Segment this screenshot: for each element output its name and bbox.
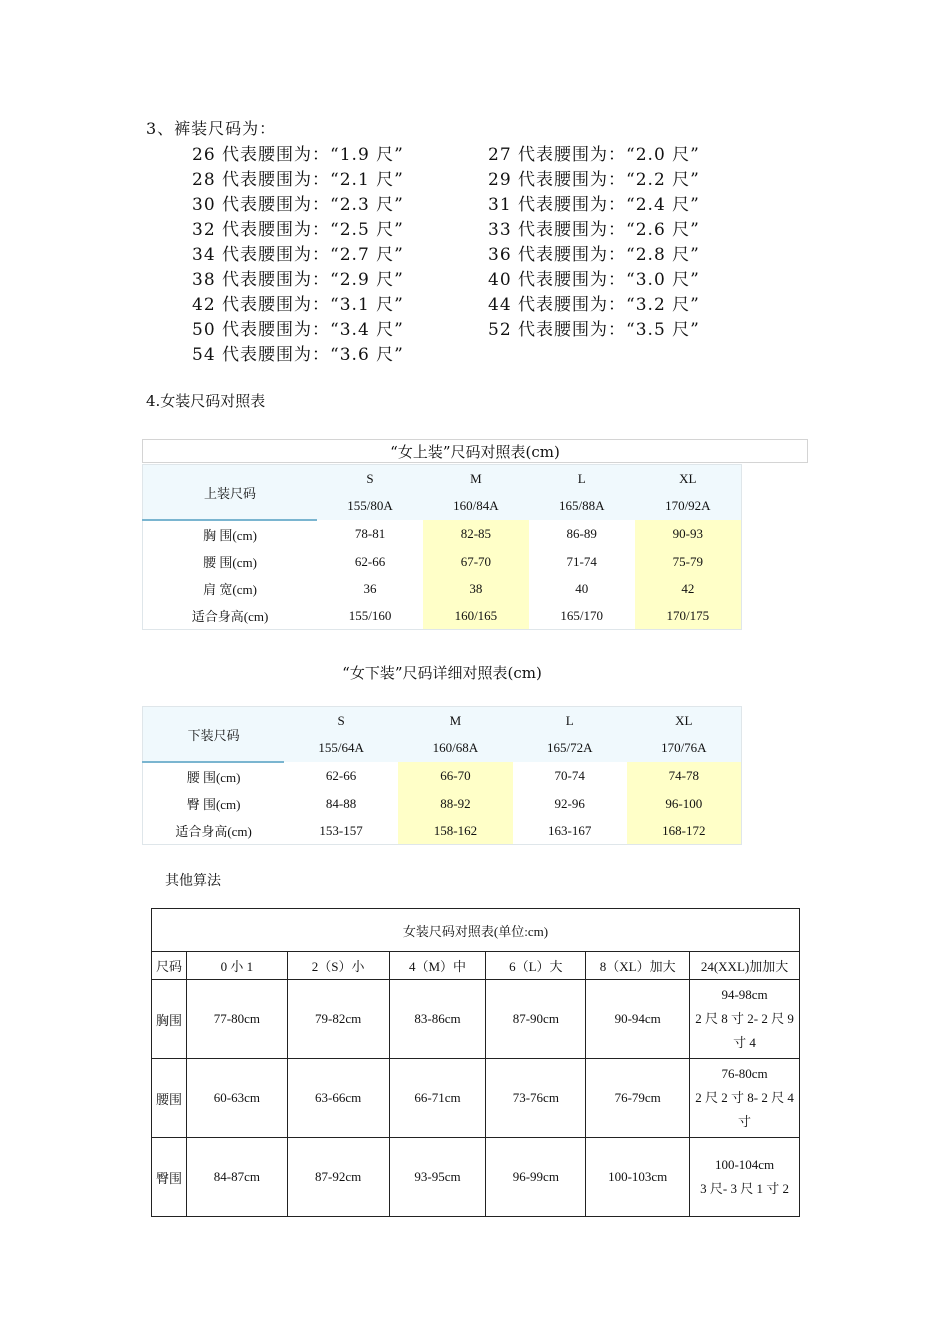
section4-heading: 4.女装尺码对照表: [146, 392, 266, 410]
cell-line: 寸: [738, 1114, 752, 1129]
size-label: M: [423, 465, 529, 493]
table-cell: 96-99cm: [486, 1138, 586, 1217]
table-cell: 70-74: [554, 768, 585, 783]
size-code: 170/76A: [627, 735, 742, 763]
bottom-size-table: [142, 706, 742, 845]
waist-entry: 40 代表腰围为：“3.0 尺”: [488, 270, 700, 290]
row-label: 臀围: [152, 1138, 187, 1217]
table-cell: 75-79: [635, 548, 742, 575]
size-label: M: [398, 707, 513, 735]
size-label: S: [284, 707, 398, 735]
table-row: [152, 1138, 800, 1217]
size-label: XL: [627, 707, 742, 735]
table-cell: 60-63cm: [186, 1059, 287, 1138]
table-cell: 71-74: [566, 553, 597, 569]
column-header: 8（XL）加大: [586, 952, 690, 980]
size-code: 160/84A: [423, 493, 529, 521]
table-cell: 40: [575, 580, 589, 596]
table-cell: 76-79cm: [586, 1059, 690, 1138]
waist-entry: 42 代表腰围为：“3.1 尺”: [192, 295, 404, 315]
table-cell: 158-162: [398, 817, 513, 845]
waist-entry: 38 代表腰围为：“2.9 尺”: [192, 270, 404, 290]
table-cell: 90-93: [635, 520, 742, 548]
table-cell: 87-90cm: [486, 980, 586, 1059]
size-code: 155/64A: [284, 735, 398, 763]
row-label: 适合身高(cm): [175, 824, 252, 839]
size-code: 155/80A: [317, 493, 423, 521]
waist-entry: 32 代表腰围为：“2.5 尺”: [192, 220, 404, 240]
waist-entry: 33 代表腰围为：“2.6 尺”: [488, 220, 700, 240]
table-cell-multiline: [690, 1138, 800, 1217]
waist-entry: 28 代表腰围为：“2.1 尺”: [192, 170, 404, 190]
top-size-table: [142, 464, 742, 630]
table-row: [143, 575, 742, 602]
waist-entry: 26 代表腰围为：“1.9 尺”: [192, 145, 404, 165]
column-header: 0 小 1: [186, 952, 287, 980]
table-cell: 67-70: [423, 548, 529, 575]
column-header: 24(XXL)加加大: [690, 952, 800, 980]
size-label: S: [317, 465, 423, 493]
waist-entry: 50 代表腰围为：“3.4 尺”: [192, 320, 404, 340]
table-cell: 92-96: [554, 795, 585, 811]
row-label: 肩 宽(cm): [203, 582, 257, 597]
waist-entry: 54 代表腰围为：“3.6 尺”: [192, 345, 404, 365]
size-code: 160/68A: [398, 735, 513, 763]
table-cell: 168-172: [627, 817, 742, 845]
table-cell: 77-80cm: [186, 980, 287, 1059]
table-row: [152, 1059, 800, 1138]
table-cell-multiline: [690, 980, 800, 1059]
section3-heading: 3、裤装尺码为：: [146, 119, 277, 138]
alt-size-table: [151, 908, 800, 1217]
row-label: 胸围: [152, 980, 187, 1059]
cell-line: 2 尺 2 寸 8- 2 尺 4: [695, 1090, 794, 1105]
row-label: 腰围: [152, 1059, 187, 1138]
table-cell: 84-88: [325, 795, 357, 811]
waist-entry: 36 代表腰围为：“2.8 尺”: [488, 245, 700, 265]
size-code: 165/88A: [529, 493, 635, 521]
table-cell: 93-95cm: [389, 1138, 486, 1217]
cell-line: 100-104cm: [714, 1157, 775, 1172]
table-row: [143, 762, 742, 790]
waist-entry: 52 代表腰围为：“3.5 尺”: [488, 320, 700, 340]
waist-entry: 30 代表腰围为：“2.3 尺”: [192, 195, 404, 215]
row-label: 适合身高(cm): [191, 609, 269, 624]
table-row: [152, 980, 800, 1059]
column-header: 4（M）中: [389, 952, 486, 980]
bottom-table-caption: “女下装”尺码详细对照表(cm): [342, 664, 542, 682]
waist-entry: 31 代表腰围为：“2.4 尺”: [488, 195, 700, 215]
table-cell: 82-85: [423, 520, 529, 548]
table-cell: 86-89: [566, 526, 597, 541]
table-cell: 165/170: [560, 607, 604, 623]
row-label: 腰 围(cm): [203, 555, 257, 570]
table-row: [143, 548, 742, 575]
size-label: L: [529, 465, 635, 493]
table-row: [143, 602, 742, 630]
table-cell: 62-66: [354, 553, 386, 569]
table-cell: 170/175: [635, 602, 742, 630]
table-cell: 73-76cm: [486, 1059, 586, 1138]
table-cell: 63-66cm: [287, 1059, 389, 1138]
column-header: 2（S）小: [287, 952, 389, 980]
waist-entry: 29 代表腰围为：“2.2 尺”: [488, 170, 700, 190]
table-cell: 100-103cm: [586, 1138, 690, 1217]
table-cell-multiline: [690, 1059, 800, 1138]
column-header: 尺码: [152, 952, 187, 980]
waist-entry: 44 代表腰围为：“3.2 尺”: [488, 295, 700, 315]
top-table-caption: “女上装”尺码对照表(cm): [142, 439, 808, 463]
table-row: [143, 817, 742, 845]
table-cell: 38: [423, 575, 529, 602]
cell-line: 寸 4: [733, 1035, 756, 1050]
table-cell: 62-66: [325, 768, 357, 783]
top-header-label: 上装尺码: [143, 465, 318, 521]
size-code: 165/72A: [513, 735, 627, 763]
column-header: 6（L）大: [486, 952, 586, 980]
size-label: L: [513, 707, 627, 735]
table-cell: 88-92: [398, 790, 513, 817]
table-cell: 42: [635, 575, 742, 602]
table-cell: 83-86cm: [389, 980, 486, 1059]
table-cell: 160/165: [423, 602, 529, 630]
table-cell: 79-82cm: [287, 980, 389, 1059]
row-label: 腰 围(cm): [186, 770, 241, 785]
table-row: [143, 520, 742, 548]
row-label: 胸 围(cm): [203, 528, 257, 543]
other-methods-heading: 其他算法: [165, 873, 221, 889]
table-cell: 84-87cm: [186, 1138, 287, 1217]
row-label: 臀 围(cm): [186, 797, 241, 812]
table-cell: 78-81: [354, 526, 386, 541]
table-cell: 96-100: [627, 790, 742, 817]
table-cell: 87-92cm: [287, 1138, 389, 1217]
table-cell: 163-167: [548, 822, 592, 838]
bottom-header-label: 下装尺码: [143, 707, 285, 763]
size-code: 170/92A: [635, 493, 742, 521]
table-cell: 155/160: [348, 607, 392, 623]
table-cell: 66-71cm: [389, 1059, 486, 1138]
table-cell: 90-94cm: [586, 980, 690, 1059]
waist-entry: 27 代表腰围为：“2.0 尺”: [488, 145, 700, 165]
table-cell: 66-70: [398, 762, 513, 790]
table-cell: 153-157: [319, 822, 363, 838]
cell-line: 3 尺- 3 尺 1 寸 2: [700, 1181, 789, 1196]
cell-line: 76-80cm: [721, 1066, 768, 1081]
cell-line: 94-98cm: [721, 987, 768, 1002]
table-cell: 36: [363, 580, 377, 596]
table-cell: 74-78: [627, 762, 742, 790]
waist-entry: 34 代表腰围为：“2.7 尺”: [192, 245, 404, 265]
alt-table-caption: 女装尺码对照表(单位:cm): [152, 909, 800, 952]
cell-line: 2 尺 8 寸 2- 2 尺 9: [695, 1011, 794, 1026]
table-row: [143, 790, 742, 817]
size-label: XL: [635, 465, 742, 493]
